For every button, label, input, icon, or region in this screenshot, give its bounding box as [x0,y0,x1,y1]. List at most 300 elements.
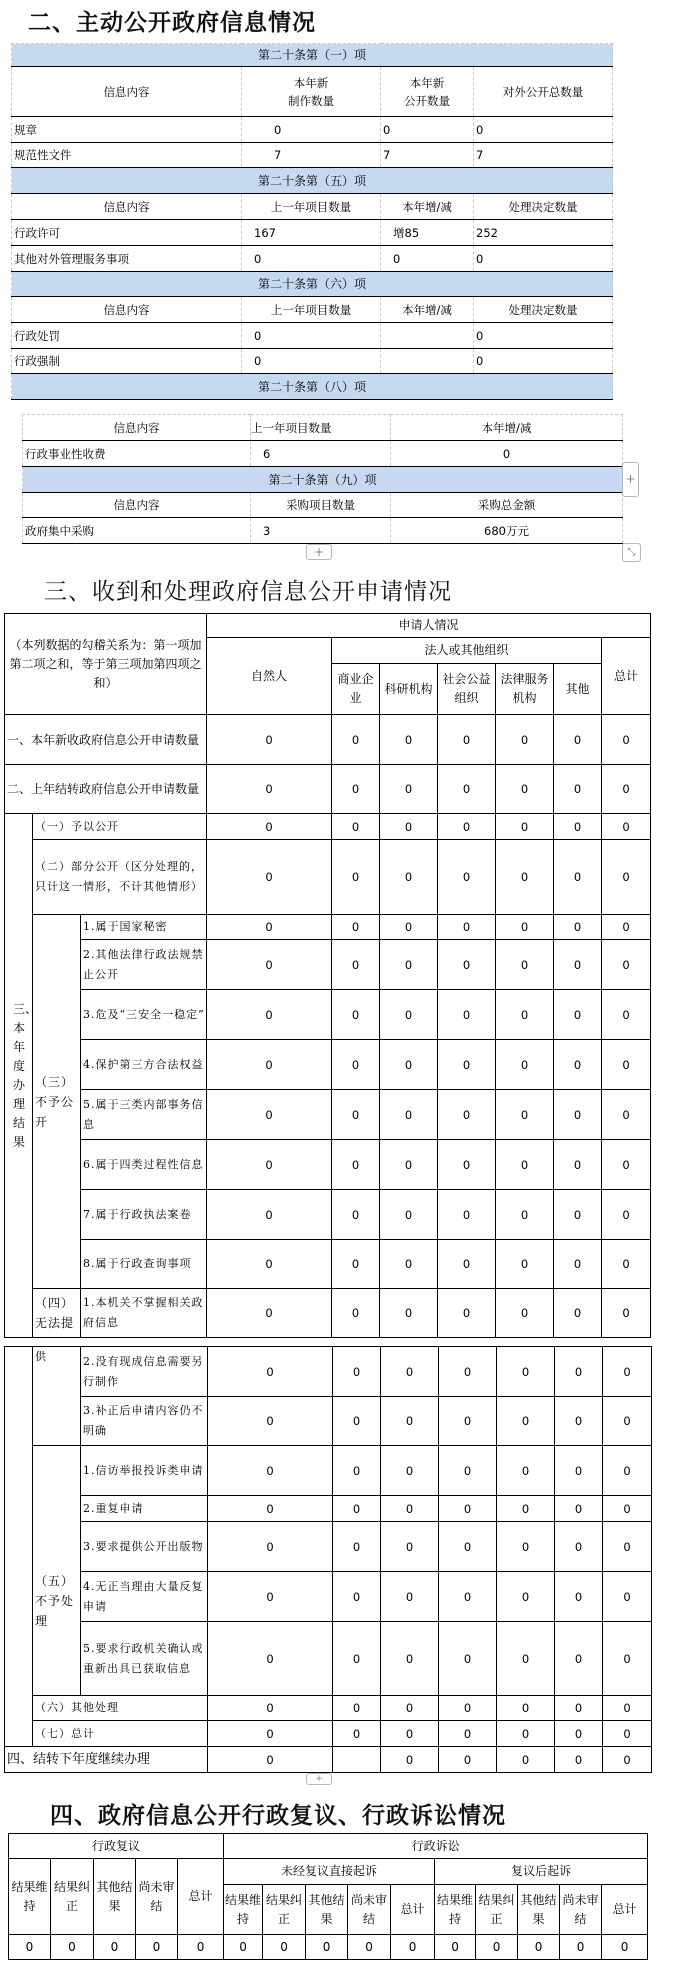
cell: 0 [602,1040,651,1090]
cell: 0 [554,915,602,940]
cell: 0 [380,1190,438,1240]
group-cannot-provide: （四）无法提 [33,1289,81,1338]
cell: 0 [602,814,651,840]
cell: 252 [474,220,613,246]
cell: 0 [554,840,602,915]
cell: 0 [208,1397,333,1446]
review-litigation-table [8,1833,648,1960]
table-row [9,1935,648,1960]
cell: 0 [603,1397,652,1446]
table-row [5,1572,652,1622]
col-header: 尚未审结 [560,1885,602,1935]
cell: 0 [554,715,602,765]
row-label: 政府集中采购 [23,518,251,544]
cell: 0 [207,1140,332,1190]
section2-title: 二、主动公开政府信息情况 [28,10,316,36]
cell: 0 [496,715,554,765]
cell: 0 [333,1397,381,1446]
row-label: 5.要求行政机关确认或重新出具已获取信息 [81,1622,208,1696]
cell: 0 [333,1696,381,1721]
row-label: 3.补正后申请内容仍不明确 [81,1397,208,1446]
cell: 0 [497,1622,555,1696]
cell: 0 [496,1190,554,1240]
cell: 0 [518,1935,560,1960]
cell: 0 [380,940,438,990]
row-label: 6.属于四类过程性信息 [81,1140,207,1190]
col-header: 其他 [554,664,602,715]
cell: 0 [496,840,554,915]
cell: 0 [381,1696,439,1721]
cell: 0 [555,1397,603,1446]
table-row [5,1289,651,1338]
cell: 0 [332,1240,380,1289]
cell: 0 [560,1935,602,1960]
direct-suit-header: 未经复议直接起诉 [224,1859,435,1885]
cell: 0 [207,765,332,814]
row-label: 7.属于行政执法案卷 [81,1190,207,1240]
cell: 0 [348,1935,391,1960]
cell: 0 [554,990,602,1040]
cell: 0 [391,441,623,467]
cell: 0 [263,1935,306,1960]
cell: 0 [51,1935,94,1960]
cell: 0 [207,1240,332,1289]
row-label: 2.没有现成信息需要另行制作 [81,1347,208,1397]
cell: 0 [380,765,438,814]
cell: 0 [332,1289,380,1338]
row-label: 4.无正当理由大量反复申请 [81,1572,208,1622]
section4-title: 四、政府信息公开行政复议、行政诉讼情况 [50,1803,506,1829]
cell: 0 [602,1190,651,1240]
table-row [5,840,651,915]
cell: 0 [603,1696,652,1721]
cell: 6 [251,441,391,467]
row-label: 二、上年结转政府信息公开申请数量 [5,765,207,814]
row-label: 四、结转下年度继续办理 [5,1747,208,1773]
cell: 0 [603,1446,652,1496]
row-label: （二）部分公开（区分处理的，只计这一情形，不计其他情形） [33,840,207,915]
col-header: 本年增/减 [381,297,474,323]
applicant-header: 申请人情况 [207,614,651,638]
cell: 0 [603,1347,652,1397]
cell: 0 [381,1522,439,1572]
cell: 0 [438,1090,496,1140]
row-label: 5.属于三类内部事务信息 [81,1090,207,1140]
cell: 0 [207,840,332,915]
col-header: 信息内容 [23,493,251,518]
table-row [5,915,651,940]
cell: 0 [554,765,602,814]
cell: 0 [602,1240,651,1289]
corner-note: （本列数据的勾稽关系为：第一项加第二项之和，等于第三项加第四项之和） [5,614,207,715]
cell: 0 [497,1347,555,1397]
natural-person-header: 自然人 [207,638,332,715]
row-label: 2.其他法律行政法规禁止公开 [81,940,207,990]
cell: 0 [602,1289,651,1338]
table-row [12,246,613,272]
cell: 0 [439,1747,497,1773]
table-row [5,814,651,840]
row-label: 行政事业性收费 [23,441,251,467]
cell: 0 [474,323,613,349]
cell: 0 [439,1446,497,1496]
cell: 0 [497,1522,555,1572]
row-label: 4.保护第三方合法权益 [81,1040,207,1090]
row-label: 1.信访举报投诉类申请 [81,1446,208,1496]
table-art20-continued [22,414,623,544]
cell: 0 [381,1747,439,1773]
table-row [5,1347,652,1397]
table-row [23,518,623,544]
row-label: 3.危及“三安全一稳定” [81,990,207,1040]
col-header: 其他结果 [306,1885,348,1935]
col-header: 信息内容 [12,67,242,117]
row-label: 行政强制 [12,349,242,374]
group-label: 三、本年度办理结果 [13,1001,38,1149]
cell: 0 [391,1935,435,1960]
cell: 0 [603,1572,652,1622]
row-label: 一、本年新收政府信息公开申请数量 [5,715,207,765]
cell: 0 [497,1696,555,1721]
cell: 0 [332,715,380,765]
table-row [5,765,651,814]
total-header: 总计 [602,638,651,715]
cell: 0 [207,814,332,840]
cell: 0 [208,1572,333,1622]
cell: 0 [332,940,380,990]
table-row [5,1747,652,1773]
cell: 0 [380,915,438,940]
cell: 0 [208,1696,333,1721]
col-header: 总计 [391,1885,435,1935]
cell: 0 [207,715,332,765]
cell: 0 [496,814,554,840]
admin-review-header: 行政复议 [9,1834,224,1859]
header-line: 本年新 [293,75,329,90]
cell: 0 [438,1040,496,1090]
cell: 0 [438,765,496,814]
row-label: 1.属于国家秘密 [81,915,207,940]
band-art20-8: 第二十条第（八）项 [12,374,613,400]
cell: 0 [474,349,613,374]
table-row [5,1140,651,1190]
cell: 0 [438,840,496,915]
table-row [5,1040,651,1090]
cell: 0 [438,1190,496,1240]
cell: 0 [438,940,496,990]
cell: 0 [438,915,496,940]
col-header: 尚未审结 [136,1859,178,1935]
applications-table-continued [4,1346,652,1773]
cell: 0 [438,990,496,1040]
cell: 0 [554,1289,602,1338]
table-art20 [11,43,613,400]
col-header: 本年增/减 [381,194,474,220]
cell: 0 [496,1240,554,1289]
cell: 7 [242,143,381,168]
col-header: 采购总金额 [391,493,623,518]
cell: 0 [439,1397,497,1446]
cell: 0 [554,1140,602,1190]
cell: 0 [208,1622,333,1696]
cell: 0 [136,1935,178,1960]
cell: 0 [381,1572,439,1622]
cell: 0 [333,1446,381,1496]
header-line: 本年新 [409,75,445,90]
table-row [5,1622,652,1696]
cell: 0 [381,1721,439,1747]
cell: 0 [496,1140,554,1190]
cell: 0 [380,715,438,765]
cell: 3 [251,518,391,544]
col-header: 科研机构 [380,664,438,715]
table-row [5,990,651,1040]
cell: 167 [242,220,381,246]
cell: 7 [381,143,474,168]
band-art20-5: 第二十条第（五）项 [12,168,613,194]
row-label: 1.本机关不掌握相关政府信息 [81,1289,207,1338]
cell: 0 [207,1040,332,1090]
row-label: 8.属于行政查询事项 [81,1240,207,1289]
col-header: 结果维持 [435,1885,476,1935]
cell: 0 [555,1747,603,1773]
cell: 0 [555,1622,603,1696]
cell: 0 [178,1935,224,1960]
cell: 0 [381,1397,439,1446]
cell [333,1747,381,1773]
cell: 0 [602,940,651,990]
cell: 0 [439,1522,497,1572]
cell: 0 [380,1289,438,1338]
cell: 0 [224,1935,263,1960]
cell: 0 [496,1090,554,1140]
cell: 0 [306,1935,348,1960]
add-row-button[interactable]: + [306,544,332,560]
cell: 0 [242,246,381,272]
cell: 0 [555,1347,603,1397]
cell: 0 [439,1496,497,1522]
cell: 0 [602,990,651,1040]
cell: 0 [332,814,380,840]
cell: 0 [497,1446,555,1496]
table-row [5,1522,652,1572]
table-row [5,1496,652,1522]
cell: 0 [208,1347,333,1397]
cell: 0 [497,1496,555,1522]
after-review-suit-header: 复议后起诉 [435,1859,648,1885]
col-header: 信息内容 [23,415,251,441]
col-header: 总计 [178,1859,224,1935]
cell: 0 [208,1446,333,1496]
cell: 0 [602,715,651,765]
cell: 0 [207,1090,332,1140]
col-header: 结果纠正 [51,1859,94,1935]
table-row [12,323,613,349]
cell: 0 [554,1240,602,1289]
group-annual-results-cont [5,1347,33,1747]
cell: 0 [438,1240,496,1289]
group-annual-results [5,814,38,1338]
table-row [12,117,613,143]
cell: 680万元 [391,518,623,544]
cell: 0 [332,1090,380,1140]
cell: 0 [208,1522,333,1572]
add-column-button[interactable]: + [622,462,639,497]
col-header: 其他结果 [518,1885,560,1935]
cell: 0 [380,1140,438,1190]
cell: 0 [497,1397,555,1446]
cell: 0 [333,1622,381,1696]
cell: 0 [496,765,554,814]
cell: 0 [438,814,496,840]
cell: 0 [474,246,613,272]
section3-title: 三、收到和处理政府信息公开申请情况 [44,579,452,605]
col-header: 结果维持 [9,1859,51,1935]
table-row [5,1721,652,1747]
col-header: 尚未审结 [348,1885,391,1935]
row-label: （七）总计 [33,1721,208,1747]
cell: 0 [380,840,438,915]
cell: 0 [208,1721,333,1747]
table-row [5,940,651,990]
cell: 0 [602,840,651,915]
cell: 0 [496,990,554,1040]
band-art20-6: 第二十条第（六）项 [12,272,613,297]
col-header: 其他结果 [94,1859,136,1935]
cell: 0 [496,1289,554,1338]
cell: 0 [603,1522,652,1572]
cell: 0 [554,940,602,990]
cell: 0 [439,1622,497,1696]
cell: 0 [438,1140,496,1190]
table-row [12,143,613,168]
cell: 0 [242,323,381,349]
cell: 0 [380,990,438,1040]
col-header: 本年增/减 [391,415,623,441]
col-header: 上一年项目数量 [242,194,381,220]
cell: 0 [555,1572,603,1622]
cell: 0 [208,1496,333,1522]
row-label: （一）予以公开 [33,814,207,840]
row-label: 规范性文件 [12,143,242,168]
cell: 0 [554,814,602,840]
cell: 0 [332,1040,380,1090]
cell: 0 [603,1622,652,1696]
cell: 0 [438,1289,496,1338]
cell: 0 [497,1747,555,1773]
col-header: 社会公益组织 [438,664,496,715]
band-art20-9: 第二十条第（九）项 [23,467,623,493]
legal-entity-header: 法人或其他组织 [332,638,602,664]
col-header: 处理决定数量 [474,194,613,220]
cell: 0 [207,990,332,1040]
cell: 0 [332,840,380,915]
table-row [5,1446,652,1496]
applications-table [4,613,651,1338]
cell: 0 [602,1140,651,1190]
cell: 0 [555,1721,603,1747]
cell: 0 [332,990,380,1040]
cell: 0 [207,940,332,990]
cell: 0 [439,1572,497,1622]
cell: 0 [333,1522,381,1572]
row-label: 3.要求提供公开出版物 [81,1522,208,1572]
cell: 0 [496,1040,554,1090]
col-header: 法律服务机构 [496,664,554,715]
col-header: 采购项目数量 [251,493,391,518]
cell: 0 [333,1347,381,1397]
cell: 0 [381,1446,439,1496]
cell: 0 [333,1721,381,1747]
col-header: 结果纠正 [263,1885,306,1935]
cell: 0 [380,814,438,840]
cell: 0 [207,915,332,940]
cell: 0 [554,1040,602,1090]
row-label: 行政处罚 [12,323,242,349]
cell: 0 [497,1572,555,1622]
add-row-button[interactable]: + [306,1773,332,1785]
cell: 0 [555,1496,603,1522]
cell: 0 [333,1572,381,1622]
group-cannot-provide-cont: 供 [33,1347,81,1446]
cell: 0 [380,1090,438,1140]
table-row [5,1240,651,1289]
resize-table-handle[interactable]: ⤡ [622,543,641,562]
table-row [12,349,613,374]
cell: 0 [555,1696,603,1721]
cell: 0 [555,1446,603,1496]
cell: 0 [380,1240,438,1289]
col-header: 信息内容 [12,194,242,220]
header-line: 公开数量 [404,93,450,108]
cell: 0 [554,1090,602,1140]
col-header: 总计 [602,1885,648,1935]
col-header: 信息内容 [12,297,242,323]
row-label: 其他对外管理服务事项 [12,246,242,272]
cell: 0 [380,1040,438,1090]
table-row [5,1190,651,1240]
group-not-disclosed: （三）不予公开 [33,915,81,1289]
table-row [5,1397,652,1446]
cell [381,349,474,374]
row-label: 2.重复申请 [81,1496,208,1522]
cell: 0 [554,1190,602,1240]
cell: 0 [242,117,381,143]
cell: 0 [208,1747,333,1773]
cell: 0 [381,1622,439,1696]
cell: 0 [439,1721,497,1747]
cell: 0 [439,1696,497,1721]
cell: 0 [435,1935,476,1960]
cell: 0 [602,765,651,814]
cell: 0 [381,1496,439,1522]
table-row [5,1696,652,1721]
row-label: 规章 [12,117,242,143]
cell: 0 [603,1496,652,1522]
cell: 0 [332,915,380,940]
cell: 0 [603,1747,652,1773]
cell: 0 [381,246,474,272]
cell: 0 [439,1347,497,1397]
cell: 0 [602,1090,651,1140]
col-header: 上一年项目数量 [242,297,381,323]
cell: 0 [242,349,381,374]
table-row [12,220,613,246]
header-line: 制作数量 [288,93,334,108]
cell: 0 [381,117,474,143]
table-row [23,441,623,467]
cell: 0 [207,1190,332,1240]
